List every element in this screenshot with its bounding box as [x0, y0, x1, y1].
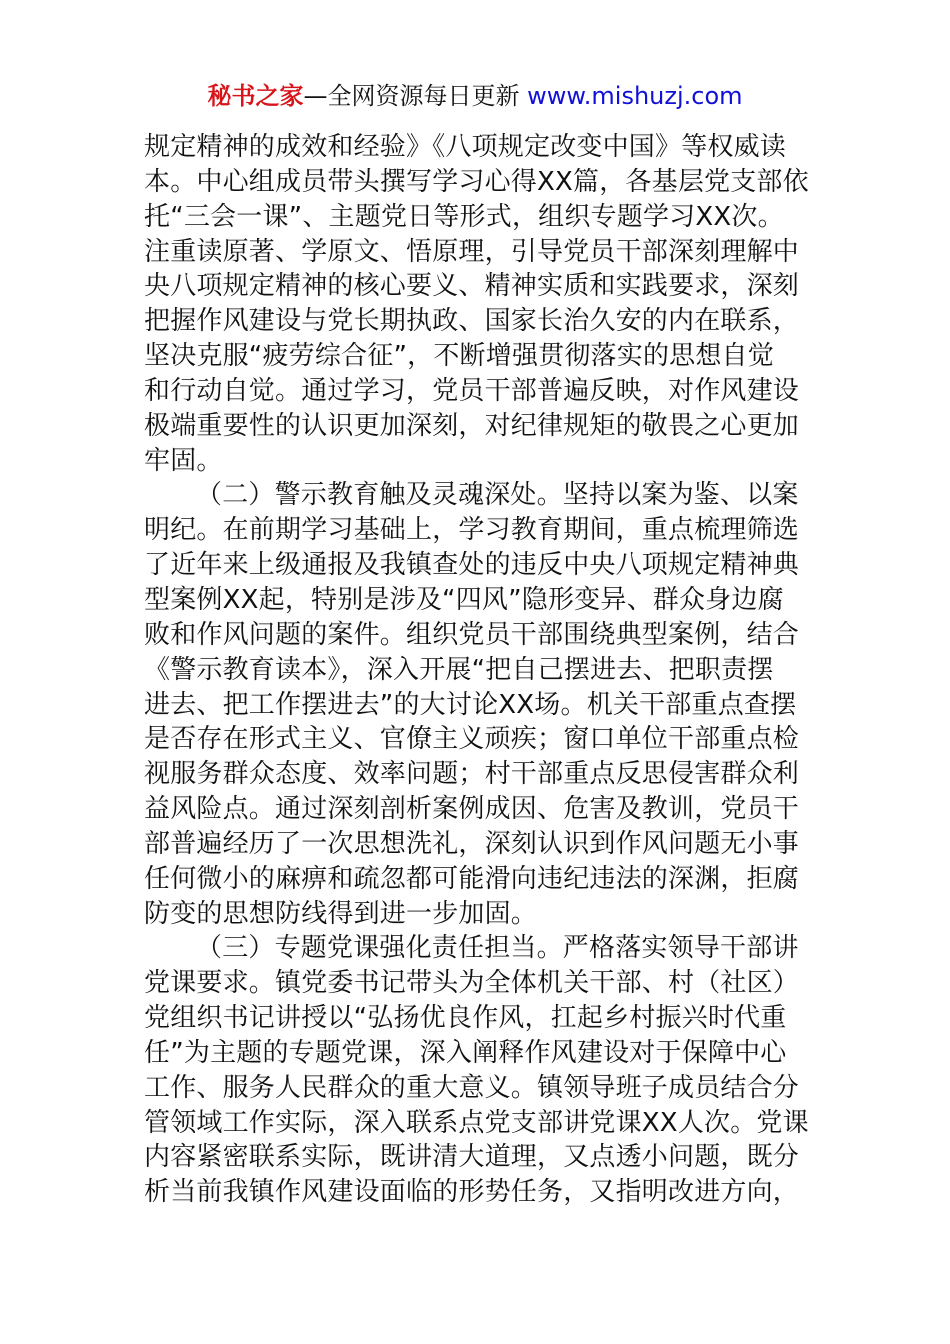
text-line: 析当前我镇作风建设面临的形势任务，又指明改进方向， — [144, 1177, 800, 1208]
text-line: 党组织书记讲授以“弘扬优良作风，扛起乡村振兴时代重 — [144, 1003, 787, 1034]
text-line: 坚决克服“疲劳综合征”，不断增强贯彻落实的思想自觉 — [144, 341, 774, 372]
text-line: 管领域工作实际，深入联系点党支部讲党课XX人次。党课 — [144, 1107, 809, 1138]
text-line: 党课要求。镇党委书记带头为全体机关干部、村（社区） — [144, 968, 800, 999]
text-line: 了近年来上级通报及我镇查处的违反中央八项规定精神典 — [144, 550, 800, 581]
text-line: 视服务群众态度、效率问题；村干部重点反思侵害群众利 — [144, 759, 800, 790]
text-line: 央八项规定精神的核心要义、精神实质和实践要求，深刻 — [144, 271, 800, 302]
text-line: 和行动自觉。通过学习，党员干部普遍反映，对作风建设 — [144, 375, 800, 406]
text-line: 型案例XX起，特别是涉及“四风”隐形变异、群众身边腐 — [144, 584, 784, 615]
text-line: 注重读原著、学原文、悟原理，引导党员干部深刻理解中 — [144, 236, 800, 267]
text-line: （二）警示教育触及灵魂深处。坚持以案为鉴、以案 — [196, 480, 799, 511]
text-line: （三）专题党课强化责任担当。严格落实领导干部讲 — [196, 933, 799, 964]
text-line: 规定精神的成效和经验》《八项规定改变中国》等权威读 — [144, 132, 787, 162]
website-url[interactable]: www.mishuzj.com — [527, 82, 743, 110]
text-line: 托“三会一课”、主题党日等形式，组织专题学习XX次。 — [144, 201, 784, 232]
text-line: 是否存在形式主义、官僚主义顽疾；窗口单位干部重点检 — [144, 724, 800, 755]
page-header — [0, 80, 950, 112]
paragraph — [144, 931, 809, 1210]
text-line: 益风险点。通过深刻剖析案例成因、危害及教训，党员干 — [144, 794, 800, 825]
text-line: 牢固。 — [144, 445, 223, 476]
text-line: 败和作风问题的案件。组织党员干部围绕典型案例，结合 — [144, 619, 800, 650]
text-line: 工作、服务人民群众的重大意义。镇领导班子成员结合分 — [144, 1072, 800, 1103]
paragraph — [144, 478, 809, 931]
text-line: 任”为主题的专题党课，深入阐释作风建设对于保障中心 — [144, 1037, 787, 1068]
header-slogan: —全网资源每日更新 — [303, 82, 520, 110]
paragraph — [144, 130, 809, 478]
text-line: 明纪。在前期学习基础上，学习教育期间，重点梳理筛选 — [144, 515, 800, 546]
text-line: 把握作风建设与党长期执政、国家长治久安的内在联系， — [144, 306, 800, 337]
document-body — [144, 130, 809, 1210]
text-line: 本。中心组成员带头撰写学习心得XX篇，各基层党支部依 — [144, 166, 809, 197]
text-line: 进去、把工作摆进去”的大讨论XX场。机关干部重点查摆 — [144, 689, 797, 720]
text-line: 防变的思想防线得到进一步加固。 — [144, 898, 538, 929]
text-line: 内容紧密联系实际，既讲清大道理，又点透小问题，既分 — [144, 1142, 800, 1173]
brand-name: 秘书之家 — [207, 82, 304, 110]
text-line: 部普遍经历了一次思想洗礼，深刻认识到作风问题无小事 — [144, 828, 800, 859]
text-line: 任何微小的麻痹和疏忽都可能滑向违纪违法的深渊，拒腐 — [144, 863, 800, 894]
text-line: 极端重要性的认识更加深刻，对纪律规矩的敬畏之心更加 — [144, 410, 800, 441]
text-line: 《警示教育读本》，深入开展“把自己摆进去、把职责摆 — [144, 654, 774, 685]
